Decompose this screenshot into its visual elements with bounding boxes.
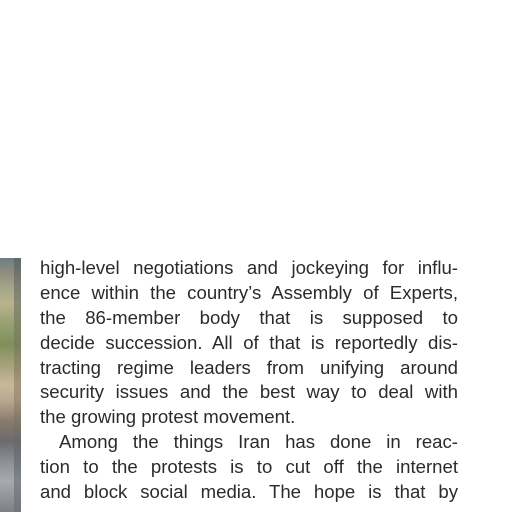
paragraph-2-line-1: Among the things Iran has done in reac- (59, 431, 458, 453)
paragraph-2-line-3: and block social media. The hope is that by (40, 481, 458, 503)
paragraph-1-line-5: tracting regime leaders from unifying around (40, 356, 458, 378)
paragraph-2-line-2: tion to the protests is to cut off the internet (40, 456, 458, 478)
paragraph-1-line-3: the 86-member body that is supposed to (40, 306, 458, 328)
paragraph-1-line-2: ence within the country’s Assembly of Experts, (40, 281, 458, 303)
photo-fragment (0, 258, 21, 512)
photo-detail (14, 258, 21, 512)
paragraph-1-line-7: the growing protest movement. (40, 406, 296, 428)
paragraph-1-line-4: decide succession. All of that is reportedly dis- (40, 331, 458, 353)
paragraph-1-line-6: security issues and the best way to deal with (40, 381, 458, 403)
paragraph-1-line-1: high-level negotiations and jockeying for influ- (40, 257, 458, 278)
article-body (40, 256, 458, 505)
